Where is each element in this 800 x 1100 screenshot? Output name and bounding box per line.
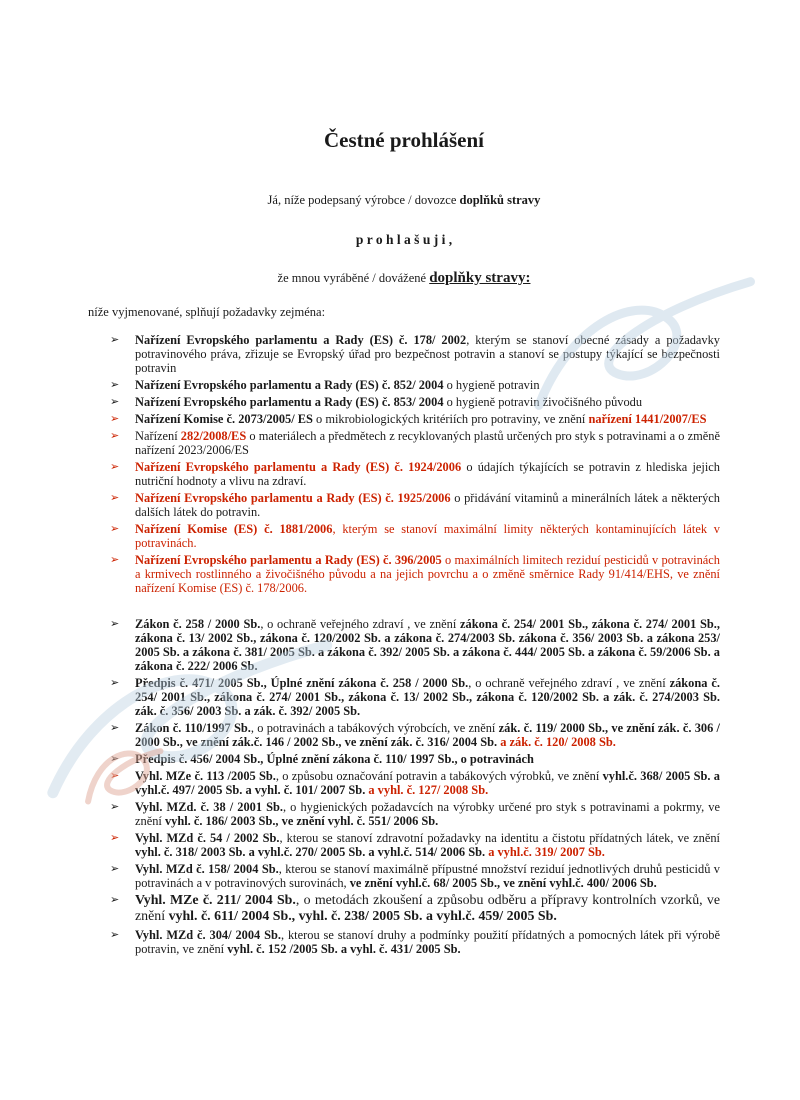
text-segment: , o hygienických požadavcích na výrobky určené pro styk s potravinami a pokrmy, ve znění [135,799,720,828]
list-item [110,412,720,426]
arrow-bullet-icon: ➢ [110,830,120,844]
list-item-text [135,522,720,550]
arrow-bullet-icon: ➢ [110,332,120,346]
list-item [110,769,720,797]
text-segment: Nařízení Evropského parlamentu a Rady (ES) č. 1924/2006 [135,459,462,474]
list-item-text [135,752,534,766]
arrow-bullet-icon: ➢ [110,927,120,941]
regulation-list [88,333,720,956]
list-item-text [135,378,540,392]
arrow-bullet-icon: ➢ [110,799,120,813]
list-item [110,721,720,749]
intro-line-2 [88,270,720,287]
arrow-bullet-icon: ➢ [110,861,120,875]
list-item-text [135,460,720,488]
text-segment: , o způsobu označování potravin a tabákových výrobků, ve znění [275,768,603,783]
text-segment: , o ochraně veřejného zdraví , ve znění [260,616,461,631]
arrow-bullet-icon: ➢ [110,459,120,473]
text-segment: , o ochraně veřejného zdraví , ve znění [468,675,670,690]
list-item [110,800,720,828]
text-segment: Vyhl. MZd č. 304/ 2004 Sb. [135,927,281,942]
arrow-bullet-icon: ➢ [110,616,120,630]
text-segment: Nařízení Evropského parlamentu a Rady (ES) č. 396/2005 [135,552,442,567]
list-item-text [135,553,720,595]
arrow-bullet-icon: ➢ [110,675,120,689]
list-item-text [135,721,720,749]
arrow-bullet-icon: ➢ [110,768,120,782]
list-item-text [135,617,720,673]
text-segment: zákona č. 254/ 2001 Sb., zákona č. 274/ 2001 Sb., zákona č. 13/ 2002 Sb., zákona č. 120/2002 Sb. a zák. č. 274/2003 Sb. zák. č. 356/ 2003 Sb. a zák. č. 392/ 2005 Sb. [135,675,720,718]
text-segment: a vyhl.č. 319/ 2007 Sb. [488,844,605,859]
list-item [110,862,720,890]
list-item-text [135,395,642,409]
text-segment: o údajích týkajících se potravin z hlediska jejich nutriční hodnoty a vlivu na zdraví. [135,459,720,488]
text-segment: Předpis č. 471/ 2005 Sb., Úplné znění zákona č. 258 / 2000 Sb. [135,675,469,690]
arrow-bullet-icon: ➢ [110,377,120,391]
text-segment: , o metodách zkoušení a způsobu odběru a přípravy kontrolních vzorků, ve znění [135,892,720,924]
list-item-text [135,800,720,828]
list-item [110,378,720,392]
text-segment: Nařízení [135,428,181,443]
arrow-bullet-icon: ➢ [110,521,120,535]
text-segment: 282/2008/ES [180,428,247,443]
text-segment: Nařízení Komise č. 2073/2005/ ES [135,411,313,426]
text-segment: Nařízení Evropského parlamentu a Rady (ES) č. 1925/2006 [135,490,451,505]
text-segment: zákona č. 254/ 2001 Sb., zákona č. 274/ 2001 Sb., zákona č. 13/ 2002 Sb., zákona č. 120/2002 Sb. a zákona č. 274/2003 Sb. zákona č. 356/ 2003 Sb. a zákona 253/ 2005 Sb. a zákona č. 381/ 2005 Sb. a zákona č. 392/ 2005 Sb. a zákona č. 444/ 2005 Sb. a zákona č. 59/2006 Sb. a zákona č. 222/ 2006 Sb. [135,616,721,673]
text-segment: vyhl. č. 186/ 2003 Sb., ve znění vyhl. č. 551/ 2006 Sb. [164,813,439,828]
list-item [110,893,720,925]
text-segment: o maximálních limitech reziduí pesticidů v potravinách a krmivech rostlinného a živočišného původu a na jejich povrchu a o změně směrnice Rady 91/414/EHS, ve znění nařízení Komise (ES) č. 178/2006. [135,552,720,595]
arrow-bullet-icon: ➢ [110,394,120,408]
list-item [110,333,720,375]
text-segment: , o potravinách a tabákových výrobcích, ve znění [250,720,499,735]
text-segment: zák. č. 119/ 2000 Sb., ve znění zák. č. 306 / 2000 Sb., ve znění zák.č. 146 / 2002 Sb., ve znění zák. č. 316/ 2004 Sb. [135,720,720,749]
text-segment: a vyhl. č. 127/ 2008 Sb. [368,782,489,797]
text-segment: , kterým se stanoví maximální limity některých kontaminujících látek v potravinách. [135,521,720,550]
page-title: Čestné prohlášení [323,128,485,152]
text-segment: Vyhl. MZe č. 211/ 2004 Sb. [135,892,296,908]
list-item-text [135,429,720,457]
text-segment: , kterou se stanoví druhy a podmínky použití přídatných a pomocných látek při výrobě potravin, ve znění [135,927,720,956]
text-segment: Zákon č. 110/1997 Sb. [135,720,251,735]
list-item-text [135,676,720,718]
intro-line-1-bold: doplňků stravy [459,193,541,207]
text-segment: o hygieně potravin živočišného původu [443,394,643,409]
arrow-bullet-icon: ➢ [110,552,120,566]
list-item [110,429,720,457]
text-segment: vyhl. č. 152 /2005 Sb. a vyhl. č. 431/ 2005 Sb. [227,941,461,956]
text-segment: vyhl.č. 368/ 2005 Sb. a vyhl.č. 497/ 2005 Sb. a vyhl. č. 101/ 2007 Sb. [135,768,720,797]
text-segment: a zák. č. 120/ 2008 Sb. [500,734,616,749]
text-segment: Vyhl. MZd. č. 38 / 2001 Sb. [135,799,283,814]
intro-line-2-bold-underline: doplňky stravy: [429,270,531,286]
list-item-text [135,862,720,890]
text-segment: vyhl. č. 318/ 2003 Sb. a vyhl.č. 270/ 2005 Sb. a vyhl.č. 514/ 2006 Sb. [135,844,489,859]
list-item-text [135,769,720,797]
text-segment: , kterým se stanoví obecné zásady a požadavky potravinového práva, zřizuje se Evropský úřad pro bezpečnost potravin a stanoví se postupy týkající se bezpečnosti potravin [135,332,721,375]
arrow-bullet-icon: ➢ [110,490,120,504]
list-item [110,676,720,718]
list-item-text [135,333,720,375]
text-segment: Nařízení Evropského parlamentu a Rady (ES) č. 178/ 2002 [135,332,467,347]
arrow-bullet-icon: ➢ [110,428,120,442]
list-item [110,491,720,519]
text-segment: Nařízení Evropského parlamentu a Rady (ES) č. 853/ 2004 [135,394,444,409]
text-segment: Vyhl. MZd č. 54 / 2002 Sb. [135,830,280,845]
declaration-line: p r o h l a š u j i , [355,232,453,247]
text-segment: ve znění vyhl.č. 68/ 2005 Sb., ve znění vyhl.č. 400/ 2006 Sb. [349,875,657,890]
list-item-text [135,412,707,426]
text-segment: o přidávání vitaminů a minerálních látek a některých dalších látek do potravin. [135,490,720,519]
list-lead: níže vyjmenované, splňují požadavky zejména: [88,305,326,319]
intro-line-1-text: Já, níže podepsaný výrobce / dovozce [267,193,460,207]
text-segment: Nařízení Komise (ES) č. 1881/2006 [135,521,333,536]
text-segment: Zákon č. 258 / 2000 Sb. [135,616,261,631]
list-item [110,553,720,595]
intro-line-2-text: že mnou vyráběné / dovážené [277,271,430,285]
text-segment: nařízení 1441/2007/ES [588,411,707,426]
text-segment: vyhl. č. 611/ 2004 Sb., vyhl. č. 238/ 2005 Sb. a vyhl.č. 459/ 2005 Sb. [168,908,557,924]
text-segment: o hygieně potravin [443,377,540,392]
list-item [110,522,720,550]
list-item-text [135,928,720,956]
list-item-text [135,491,720,519]
list-item [110,928,720,956]
arrow-bullet-icon: ➢ [110,892,120,906]
arrow-bullet-icon: ➢ [110,751,120,765]
text-segment: o materiálech a předmětech z recyklovaných plastů určených pro styk s potravinami a o změně nařízení 2023/2006/ES [135,428,720,457]
arrow-bullet-icon: ➢ [110,411,120,425]
text-segment: Vyhl. MZd č. 158/ 2004 Sb. [135,861,279,876]
list-item [110,617,720,673]
list-item-text [135,893,720,925]
text-segment: Vyhl. MZe č. 113 /2005 Sb. [135,768,276,783]
list-item [110,460,720,488]
list-item-text [135,831,720,859]
text-segment: o mikrobiologických kritériích pro potraviny, ve znění [312,411,589,426]
text-segment: Nařízení Evropského parlamentu a Rady (ES) č. 852/ 2004 [135,377,444,392]
text-segment: , kterou se stanoví maximálně přípustné množství reziduí jednotlivých druhů pesticidů v potravinách a v potravinových surovinách, [135,861,721,890]
text-segment: Předpis č. 456/ 2004 Sb., Úplné znění zákona č. 110/ 1997 Sb., o potravinách [135,751,534,766]
list-item [110,395,720,409]
arrow-bullet-icon: ➢ [110,720,120,734]
intro-line-1 [88,193,720,208]
text-segment: , kterou se stanoví zdravotní požadavky na identitu a čistotu přídatných látek, ve znění [279,830,720,845]
list-item [110,752,720,766]
list-item [110,831,720,859]
